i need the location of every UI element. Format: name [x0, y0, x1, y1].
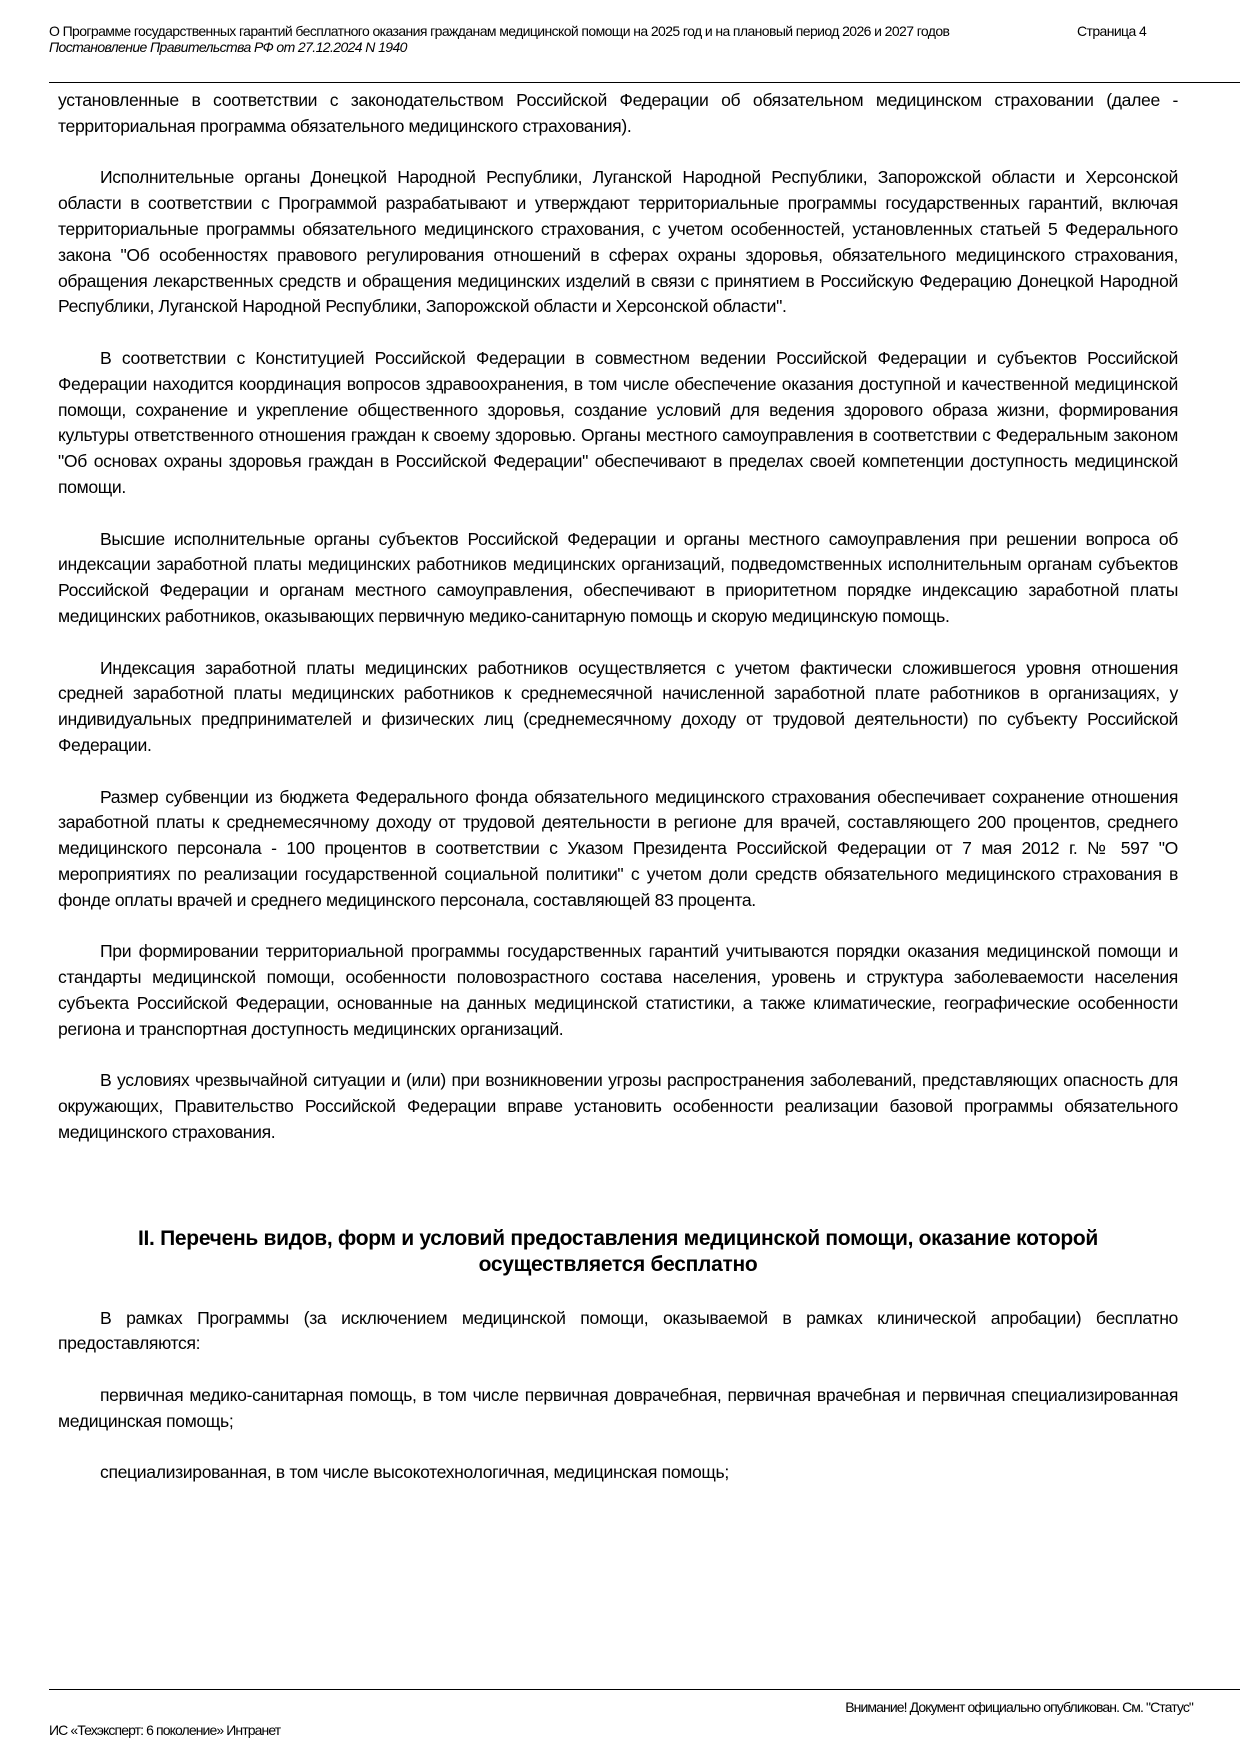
- paragraph: При формировании территориальной программы государственных гарантий учитываются порядки оказания медицинской помощи и стандарты медицинской помощи, особенности половозрастного состава населения, уровень и структура заболеваемости населения субъекта Российской Федерации, основанные на данных медицинской статистики, а также климатические, географические особенности региона и транспортная доступность медицинских организаций.: [58, 941, 1178, 1039]
- footer-divider: [49, 1689, 1240, 1690]
- paragraph: В условиях чрезвычайной ситуации и (или) при возникновении угрозы распространения заболеваний, представляющих опасность для окружающих, Правительство Российской Федерации вправе установить особенности реализации базовой программы обязательного медицинского страхования.: [58, 1070, 1178, 1142]
- paragraph: Размер субвенции из бюджета Федерального фонда обязательного медицинского страхования обеспечивает сохранение отношения заработной платы к среднемесячному доходу от трудовой деятельности в регионе для врачей, составляющего 200 процентов, среднего медицинского персонала - 100 процентов в соответствии с Указом Президента Российской Федерации от 7 мая 2012 г. № 597 "О мероприятиях по реализации государственной социальной политики" с учетом доли средств обязательного медицинского страхования в фонде оплаты врачей и среднего медицинского персонала, составляющей 83 процента.: [58, 786, 1178, 910]
- document-title: О Программе государственных гарантий бесплатного оказания гражданам медицинской помощи на 2025 год и на плановый период 2026 и 2027 годов: [49, 23, 950, 39]
- list-item: первичная медико-санитарная помощь, в том числе первичная доврачебная, первичная врачебная и первичная специализированная медицинская помощь;: [58, 1385, 1178, 1431]
- document-subtitle: Постановление Правительства РФ от 27.12.2024 N 1940: [49, 39, 407, 55]
- page-number: Страница 4: [1077, 23, 1147, 39]
- document-body: [58, 88, 1178, 1486]
- paragraph: В рамках Программы (за исключением медицинской помощи, оказываемой в рамках клинической апробации) бесплатно предоставляются:: [58, 1307, 1178, 1354]
- section-heading: II. Перечень видов, форм и условий предоставления медицинской помощи, оказание которой осуществляется бесплатно: [137, 1226, 1099, 1276]
- header-divider: [49, 82, 1240, 83]
- paragraph: Исполнительные органы Донецкой Народной Республики, Луганской Народной Республики, Запорожской области и Херсонской области в соответствии с Программой разрабатывают и утверждают территориальные программы государственных гарантий, включая территориальные программы обязательного медицинского страхования, с учетом особенностей, установленных статьей 5 Федерального закона "Об особенностях правового регулирования отношений в сферах охраны здоровья, обязательного медицинского страхования, обращения лекарственных средств и обращения медицинских изделий в связи с принятием в Российскую Федерацию Донецкой Народной Республики, Луганской Народной Республики, Запорожской области и Херсонской области".: [58, 167, 1178, 317]
- paragraph: Индексация заработной платы медицинских работников осуществляется с учетом фактически сложившегося уровня отношения средней заработной платы медицинских работников к среднемесячной начисленной заработной плате работников в организациях, у индивидуальных предпринимателей и физических лиц (среднемесячному доходу от трудовой деятельности) по субъекту Российской Федерации.: [58, 657, 1178, 755]
- paragraph: Высшие исполнительные органы субъектов Российской Федерации и органы местного самоуправления при решении вопроса об индексации заработной платы медицинских работников медицинских организаций, подведомственных исполнительным органам субъектов Российской Федерации и органам местного самоуправления, обеспечивают в приоритетном порядке индексацию заработной платы медицинских работников, оказывающих первичную медико-санитарную помощь и скорую медицинскую помощь.: [58, 528, 1178, 626]
- system-name: ИС «Техэксперт: 6 поколение» Интранет: [49, 1722, 281, 1738]
- list-item: специализированная, в том числе высокотехнологичная, медицинская помощь;: [100, 1462, 729, 1483]
- page-header: [49, 23, 1164, 55]
- paragraph: установленные в соответствии с законодательством Российской Федерации об обязательном медицинском страховании (далее - территориальная программа обязательного медицинского страхования).: [58, 90, 1178, 136]
- publication-notice: Внимание! Документ официально опубликован. См. "Статус": [845, 1699, 1193, 1715]
- paragraph: В соответствии с Конституцией Российской Федерации в совместном ведении Российской Федерации и субъектов Российской Федерации находится координация вопросов здравоохранения, в том числе обеспечение оказания доступной и качественной медицинской помощи, сохранение и укрепление общественного здоровья, создание условий для ведения здорового образа жизни, формирования культуры ответственного отношения граждан к своему здоровью. Органы местного самоуправления в соответствии с Федеральным законом "Об основах охраны здоровья граждан в Российской Федерации" обеспечивают в пределах своей компетенции доступность медицинской помощи.: [58, 347, 1178, 497]
